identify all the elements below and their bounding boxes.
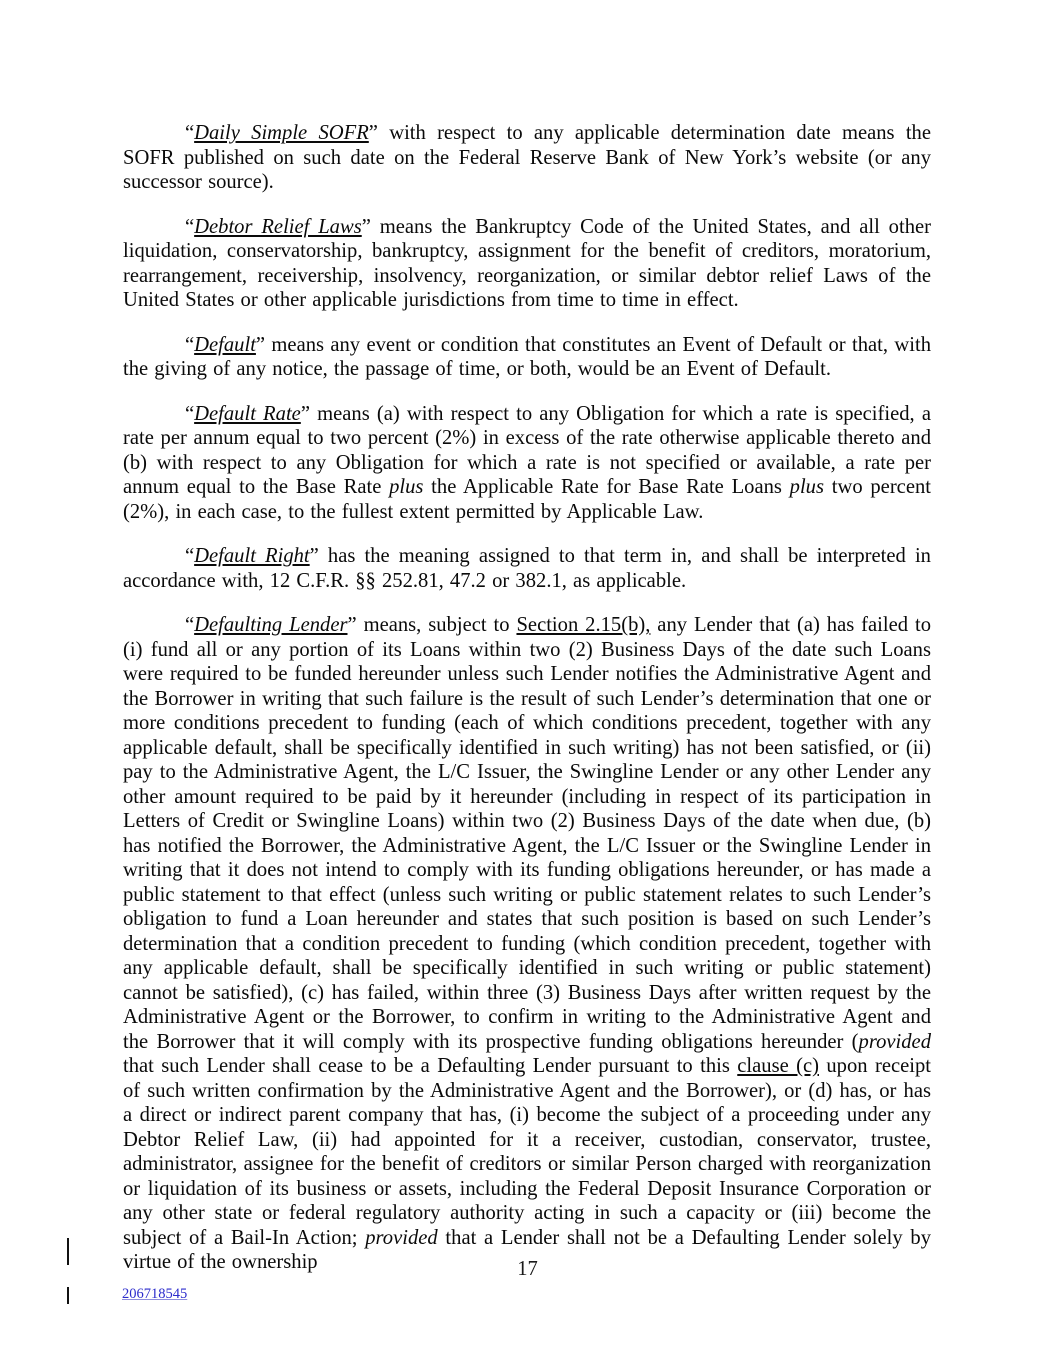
body-text: ” with respect to any applicable determination date means the SOFR published on such date on the Federal Reserve Bank of New York’s website (or any successor source). [123, 122, 931, 193]
body-text: plus [389, 476, 424, 498]
document-body [123, 121, 931, 1295]
body-text: clause (c) [737, 1055, 819, 1077]
body-text: ” means, subject to [347, 614, 517, 636]
body-text: ” means (a) with respect to any Obligation for which a rate is specified, a rate per annum equal to two percent (2%) in excess of the rate otherwise applicable thereto and (b) with respect to any Obligation for which a rate is not specified or available, a rate per annum equal to the Base Rate [123, 402, 931, 498]
body-text: that a Lender shall not be a Defaulting Lender solely by virtue of the ownership [123, 1226, 932, 1273]
body-text: two percent (2%), in each case, to the fullest extent permitted by Applicable Law. [123, 476, 931, 523]
body-text: that such Lender shall cease to be a Defaulting Lender pursuant to this [123, 1055, 738, 1077]
defined-term: Default Rate [194, 402, 301, 425]
body-text: upon receipt of such written confirmation by the Administrative Agent and the Borrower), or (d) has, or has a direct or indirect parent company that has, (i) become the subject of a proceeding under any Debtor Relief Law, (ii) had appointed for it a receiver, custodian, conservator, trustee, administrator, assignee for the benefit of creditors or similar Person charged with reorganization or liquidation of its business or assets, including the Federal Deposit Insurance Corporation or any other state or federal regulatory authority acting in such a capacity or (iii) become the subject of a Bail-In Action; [123, 1055, 931, 1249]
body-text: ” means any event or condition that constitutes an Event of Default or that, with the giving of any notice, the passage of time, or both, would be an Event of Default. [123, 333, 931, 380]
defined-term: Daily Simple SOFR [194, 122, 369, 144]
body-text: “ [185, 333, 195, 356]
body-text: Section 2.15(b), [516, 614, 651, 636]
body-text: the Applicable Rate for Base Rate Loans [423, 476, 790, 498]
doc-number-link[interactable]: 206718545 [122, 1286, 188, 1302]
body-text: “ [185, 215, 195, 238]
paragraph-default [123, 333, 931, 382]
body-text: any Lender that (a) has failed to (i) fund all or any portion of its Loans within two (2) Business Days of the date such Loans were required to be funded hereunder unless such Lender notifies the Administrative Agent and the Borrower in writing that such failure is the result of such Lender’s determination that one or more conditions precedent to funding (each of which conditions precedent, together with any applicable default, shall be specifically identified in such writing) has not been satisfied, or (ii) pay to the Administrative Agent, the L/C Issuer, the Swingline Lender or any other Lender any other amount required to be paid by it hereunder (including in respect of its participation in Letters of Credit or Swingline Loans) within two (2) Business Days of the date when due, (b) has notified the Borrower, the Administrative Agent, the L/C Issuer or the Swingline Lender in writing that it does not intend to comply with its funding obligations hereunder, or has made a public statement to that effect (unless such writing or public statement relates to such Lender’s obligation to fund a Loan hereunder and states that such position is based on such Lender’s determination that a condition precedent to funding (which condition precedent, together with any applicable default, shall be specifically identified in such writing or public statement) cannot be satisfied), (c) has failed, within three (3) Business Days after written request by the Administrative Agent or the Borrower, to confirm in writing to the Administrative Agent and the Borrower that it will comply with its prospective funding obligations hereunder ( [123, 614, 931, 1053]
paragraph-default-right [123, 544, 931, 593]
body-text: ” means the Bankruptcy Code of the United States, and all other liquidation, conservatorship, bankruptcy, assignment for the benefit of creditors, moratorium, rearrangement, receivership, insolvency, reorganization, or similar debtor relief Laws of the United States or other applicable jurisdictions from time to time in effect. [123, 215, 931, 311]
body-text: provided [858, 1030, 931, 1053]
body-text: “ [185, 402, 195, 425]
body-text: provided [365, 1226, 438, 1249]
paragraph-debtor-relief-laws [123, 215, 931, 313]
body-text: ” has the meaning assigned to that term in, and shall be interpreted in accordance with, 12 C.F.R. §§ 252.81, 47.2 or 382.1, as applicable. [123, 545, 931, 592]
body-text: plus [789, 476, 824, 498]
body-text: “ [185, 614, 195, 636]
defined-term: Debtor Relief Laws [194, 215, 362, 238]
defined-term: Default [194, 333, 256, 356]
paragraph-defaulting-lender [123, 613, 931, 1275]
paragraph-daily-simple-sofr [123, 121, 931, 195]
paragraph-default-rate [123, 402, 931, 525]
defined-term: Default Right [194, 545, 310, 567]
body-text: “ [185, 545, 195, 567]
body-text: “ [185, 122, 195, 144]
page-number: 17 [517, 1258, 538, 1280]
defined-term: Defaulting Lender [194, 614, 348, 636]
change-bar [67, 1287, 69, 1304]
